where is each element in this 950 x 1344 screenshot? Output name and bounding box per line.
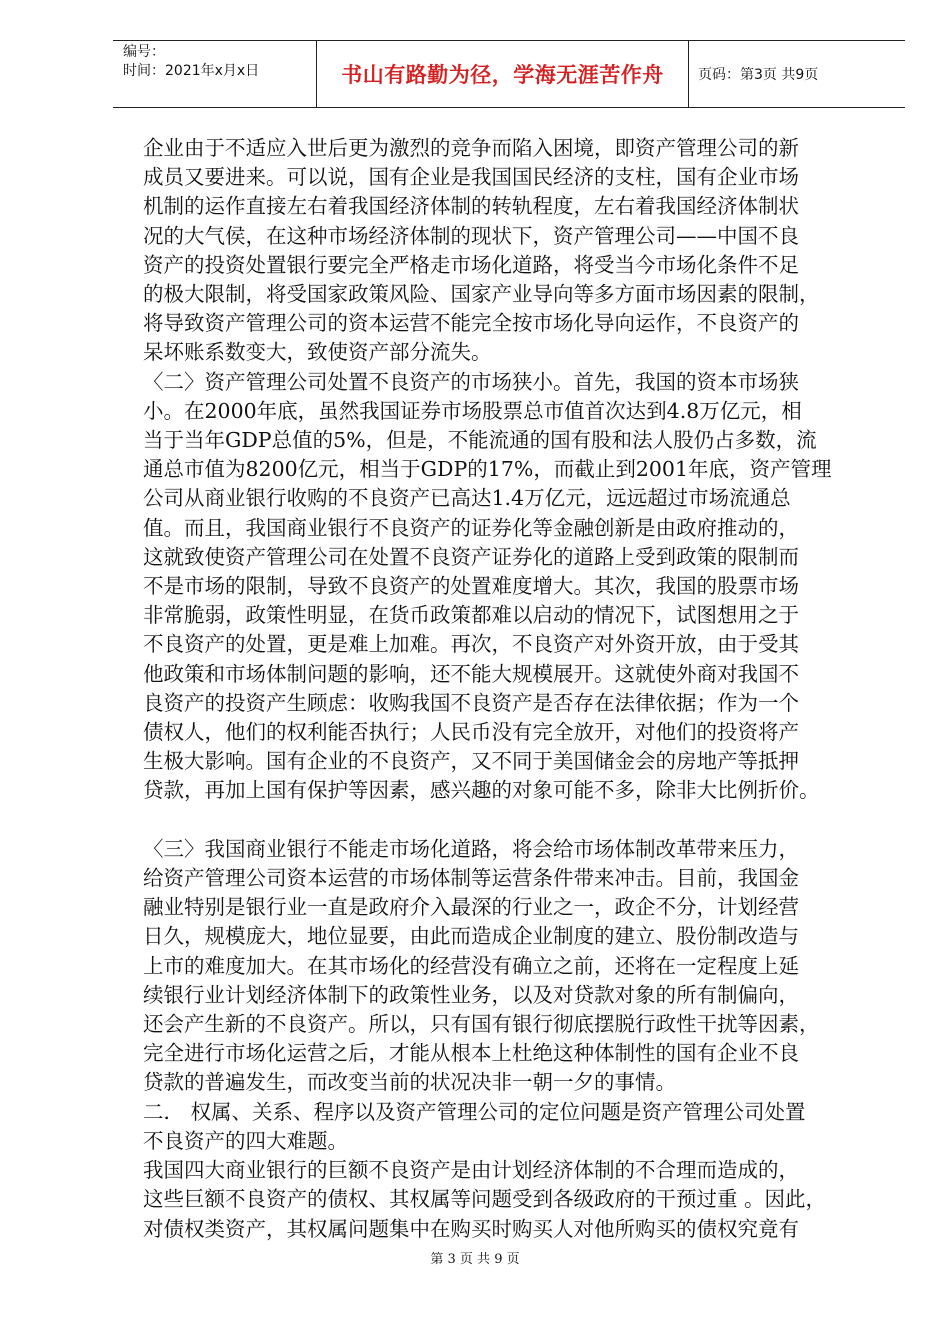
body-line: 良资产的投资产生顾虑：收购我国不良资产是否存在法律依据；作为一个	[143, 690, 799, 715]
body-line: 给资产管理公司资本运营的市场体制等运营条件带来冲击。目前，我国金	[143, 866, 799, 891]
body-line: 还会产生新的不良资产。所以，只有国有银行彻底摆脱行政性干扰等因素，	[143, 1012, 820, 1037]
body-line: 〈二〉资产管理公司处置不良资产的市场狭小。首先，我国的资本市场狭	[143, 369, 799, 394]
body-line: 日久，规模庞大，地位显要，由此而造成企业制度的建立、股份制改造与	[143, 924, 799, 949]
body-line: 通总市值为8200亿元，相当于GDP的17%，而截止到2001年底，资产管理	[143, 457, 832, 482]
body-line: 债权人，他们的权利能否执行；人民币没有完全放开，对他们的投资将产	[143, 720, 799, 745]
body-line: 二． 权属、关系、程序以及资产管理公司的定位问题是资产管理公司处置	[143, 1099, 806, 1124]
header-page-info: 页码：第3页 共9页	[698, 67, 819, 83]
body-line: 他政策和市场体制问题的影响，还不能大规模展开。这就使外商对我国不	[143, 661, 799, 686]
body-line: 续银行业计划经济体制下的政策性业务，以及对贷款对象的所有制偏向，	[143, 982, 799, 1007]
body-line: 这就致使资产管理公司在处置不良资产证券化的道路上受到政策的限制而	[143, 544, 799, 569]
body-line: 贷款，再加上国有保护等因素，感兴趣的对象可能不多，除非大比例折价。	[143, 778, 820, 803]
body-line: 小。在2000年底，虽然我国证券市场股票总市值首次达到4.8万亿元，相	[143, 398, 802, 423]
body-line: 不良资产的四大难题。	[143, 1128, 348, 1153]
body-line: 我国四大商业银行的巨额不良资产是由计划经济体制的不合理而造成的，	[143, 1158, 799, 1183]
body-line: 上市的难度加大。在其市场化的经营没有确立之前，还将在一定程度上延	[143, 953, 799, 978]
body-line: 生极大影响。国有企业的不良资产，又不同于美国储金会的房地产等抵押	[143, 749, 799, 774]
header-page-cell	[689, 41, 905, 107]
header-meta	[113, 41, 317, 107]
body-line: 将导致资产管理公司的资本运营不能完全按市场化导向运作，不良资产的	[143, 311, 799, 336]
page-footer: 第 3 页 共 9 页	[430, 1252, 520, 1267]
body-line: 企业由于不适应入世后更为激烈的竞争而陷入困境，即资产管理公司的新	[143, 136, 799, 160]
document-number-label: 编号：	[123, 44, 165, 60]
body-line: 况的大气侯，在这种市场经济体制的现状下，资产管理公司——中国不良	[143, 223, 799, 248]
body-line: 完全进行市场化运营之后，才能从根本上杜绝这种体制性的国有企业不良	[143, 1041, 799, 1066]
blank-line	[143, 806, 883, 835]
body-line: 〈三〉我国商业银行不能走市场化道路，将会给市场体制改革带来压力，	[143, 836, 799, 861]
body-line: 这些巨额不良资产的债权、其权属等问题受到各级政府的干预过重 。因此，	[143, 1187, 827, 1212]
body-line: 对债权类资产，其权属问题集中在购买时购买人对他所购买的债权究竟有	[143, 1216, 799, 1241]
body-line: 当于当年GDP总值的5%，但是，不能流通的国有股和法人股仍占多数，流	[143, 428, 817, 453]
body-line: 非常脆弱，政策性明显，在货币政策都难以启动的情况下，试图想用之于	[143, 603, 799, 628]
body-line: 机制的运作直接左右着我国经济体制的转轨程度，左右着我国经济体制状	[143, 194, 799, 219]
body-line: 不良资产的处置，更是难上加难。再次，不良资产对外资开放，由于受其	[143, 632, 799, 657]
body-line: 贷款的普遍发生，而改变当前的状况决非一朝一夕的事情。	[143, 1070, 676, 1095]
body-line: 呆坏账系数变大，致使资产部分流失。	[143, 340, 492, 365]
body-line: 成员又要进来。可以说，国有企业是我国国民经济的支柱，国有企业市场	[143, 165, 799, 190]
body-line: 公司从商业银行收购的不良资产已高达1.4万亿元，远远超过市场流通总	[143, 486, 791, 511]
page-header	[113, 40, 905, 108]
body-line: 不是市场的限制，导致不良资产的处置难度增大。其次，我国的股票市场	[143, 574, 799, 599]
header-motto: 书山有路勤为径，学海无涯苦作舟	[341, 63, 664, 87]
body-line: 融业特别是银行业一直是政府介入最深的行业之一，政企不分，计划经营	[143, 895, 799, 920]
body-line: 值。而且，我国商业银行不良资产的证券化等金融创新是由政府推动的，	[143, 515, 799, 540]
body-line: 的极大限制，将受国家政策风险、国家产业导向等多方面市场因素的限制，	[143, 282, 820, 307]
header-motto-cell	[317, 41, 689, 107]
document-body	[143, 134, 883, 1244]
document-time-label: 时间：2021年x月x日	[123, 63, 260, 79]
body-line: 资产的投资处置银行要完全严格走市场化道路，将受当今市场化条件不足	[143, 252, 799, 277]
